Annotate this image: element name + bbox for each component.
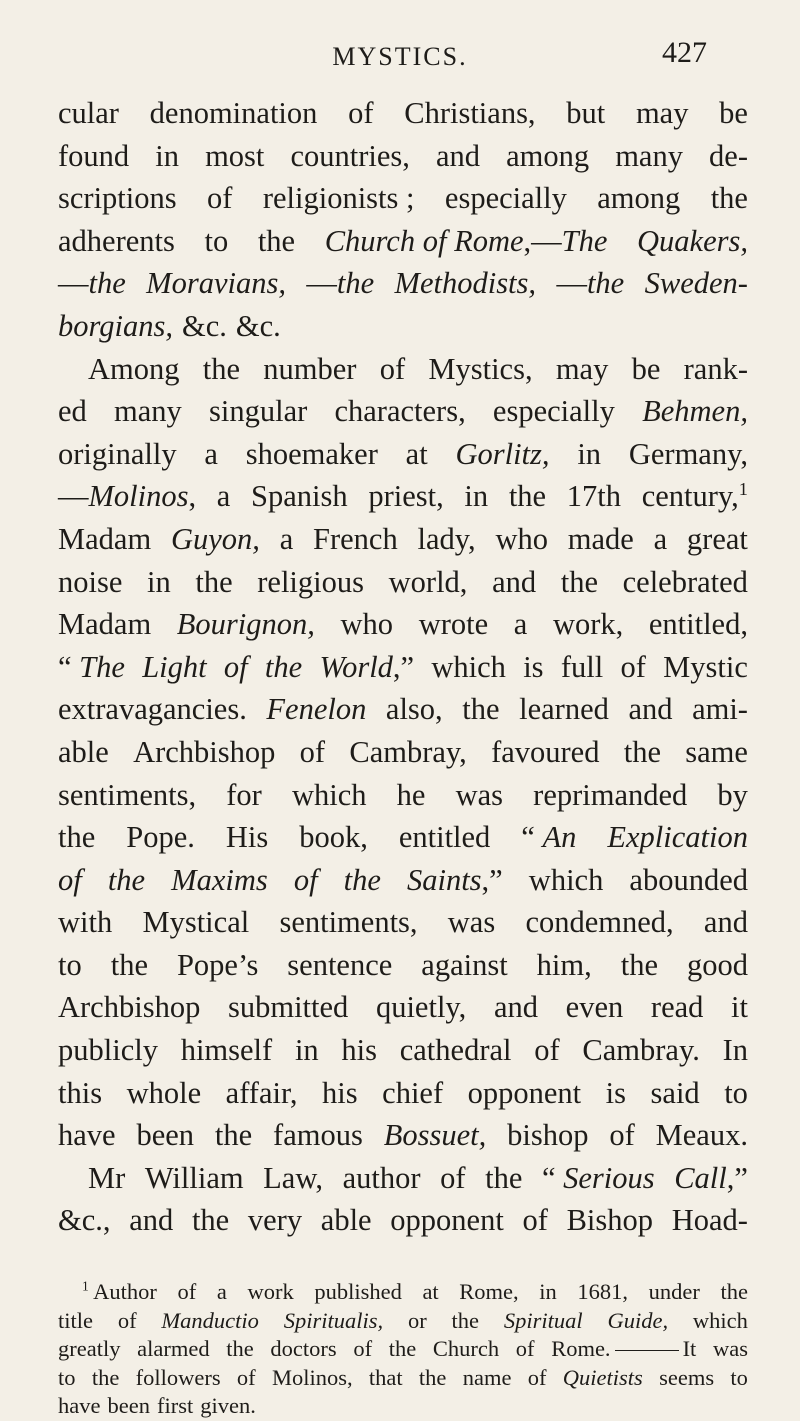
text-line: “ The Light of the World,” which is full of Mystic: [58, 649, 748, 684]
running-title: MYSTICS.: [332, 42, 468, 71]
text-line: of the Maxims of the Saints,” which abounded: [58, 862, 748, 897]
text-line: to the Pope’s sentence against him, the good: [58, 947, 748, 982]
footnote-line: have been first given.: [58, 1393, 256, 1418]
text-line: the Pope. His book, entitled “ An Explication: [58, 820, 748, 855]
footnote-line: greatly alarmed the doctors of the Church of Rome. It was: [58, 1336, 748, 1361]
text-line: originally a shoemaker at Gorlitz, in Germany,: [58, 436, 748, 471]
text-line: sentiments, for which he was reprimanded by: [58, 777, 748, 812]
text-line: &c., and the very able opponent of Bishop Hoad-: [58, 1203, 748, 1238]
text-line: Madam Bourignon, who wrote a work, entitled,: [58, 607, 748, 642]
text-line: publicly himself in his cathedral of Cambray. In: [58, 1033, 748, 1068]
footnote-line: title of Manductio Spiritualis, or the Spiritual Guide, which: [58, 1307, 748, 1333]
text-line: Madam Guyon, a French lady, who made a great: [58, 521, 748, 556]
text-line: this whole affair, his chief opponent is said to: [58, 1075, 748, 1110]
text-line: Archbishop submitted quietly, and even read it: [58, 990, 748, 1025]
text-line: Among the number of Mystics, may be rank-: [88, 351, 748, 386]
text-line: —Molinos, a Spanish priest, in the 17th century,$^1$: [58, 479, 748, 514]
text-line: cular denomination of Christians, but may be: [58, 96, 748, 130]
text-line: adherents to the Church of Rome,—The Quakers,: [58, 223, 748, 258]
page-header: [0, 36, 800, 86]
footnote-line: to the followers of Molinos, that the name of Quietists seems to: [58, 1364, 748, 1390]
text-line: able Archbishop of Cambray, favoured the same: [58, 734, 748, 769]
text-line: borgians, &c. &c.: [58, 308, 281, 343]
page-number: 427: [662, 36, 707, 69]
footnote-line: $^1$ Author of a work published at Rome, in 1681, under the: [82, 1278, 748, 1304]
text-line: scriptions of religionists ; especially among the: [58, 181, 748, 216]
text-line: found in most countries, and among many de-: [58, 138, 748, 173]
text-line: —the Moravians, —the Methodists, —the Sweden-: [58, 266, 748, 301]
body-text: [58, 92, 748, 1242]
text-line: Mr William Law, author of the “ Serious Call,”: [88, 1160, 748, 1195]
text-line: noise in the religious world, and the celebrated: [58, 564, 748, 599]
text-line: with Mystical sentiments, was condemned, and: [58, 905, 748, 940]
text-line: extravagancies. Fenelon also, the learned and ami-: [58, 692, 748, 727]
text-line: ed many singular characters, especially Behmen,: [58, 394, 748, 429]
text-line: have been the famous Bossuet, bishop of Meaux.: [58, 1118, 748, 1153]
footnotes: [58, 1278, 748, 1421]
